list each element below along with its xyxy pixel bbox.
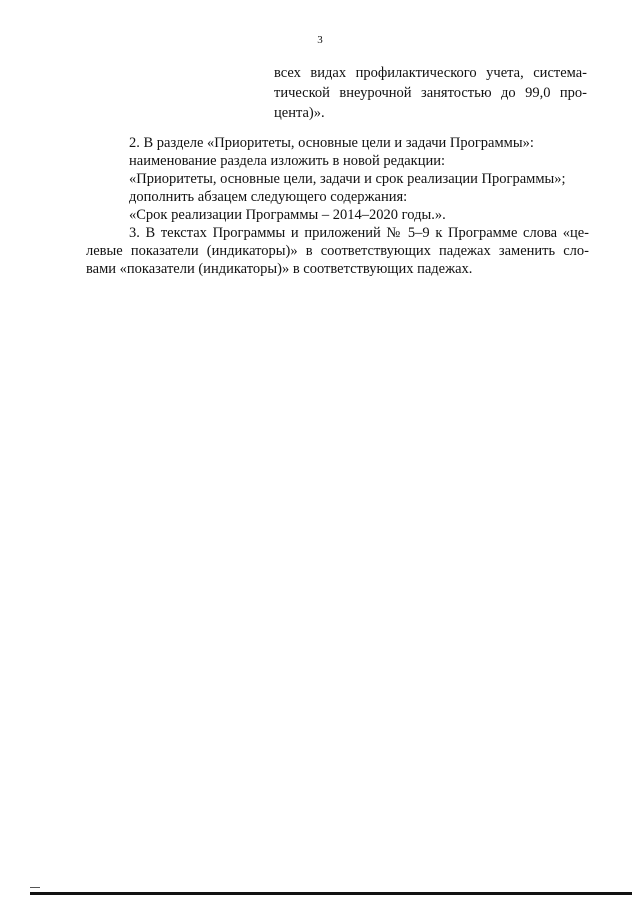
scan-mark <box>30 887 40 888</box>
paragraph-line: «Срок реализации Программы – 2014–2020 годы.». <box>129 207 446 223</box>
paragraph-line: «Приоритеты, основные цели, задачи и срок реализации Программы»; <box>129 171 566 187</box>
page-number: 3 <box>317 34 323 46</box>
body-text <box>86 134 589 278</box>
paragraph-line: дополнить абзацем следующего содержания: <box>129 189 408 205</box>
paragraph-2-line: 2. В разделе «Приоритеты, основные цели и задачи Программы»: <box>129 135 534 151</box>
quote-line: всех видах профилактического учета, система- <box>274 65 587 81</box>
quote-continuation <box>274 63 587 123</box>
paragraph-3-line: вами «показатели (индикаторы)» в соответствующих падежах. <box>86 261 473 277</box>
paragraph-line: наименование раздела изложить в новой редакции: <box>129 153 445 169</box>
paragraph-3-line: 3. В текстах Программы и приложений № 5–9 к Программе слова «це- <box>129 225 589 241</box>
quote-line: цента)». <box>274 105 325 121</box>
quote-line: тической внеурочной занятостью до 99,0 про- <box>274 85 587 101</box>
bottom-border-line <box>30 892 632 895</box>
paragraph-3-line: левые показатели (индикаторы)» в соответствующих падежах заменить сло- <box>86 243 589 259</box>
